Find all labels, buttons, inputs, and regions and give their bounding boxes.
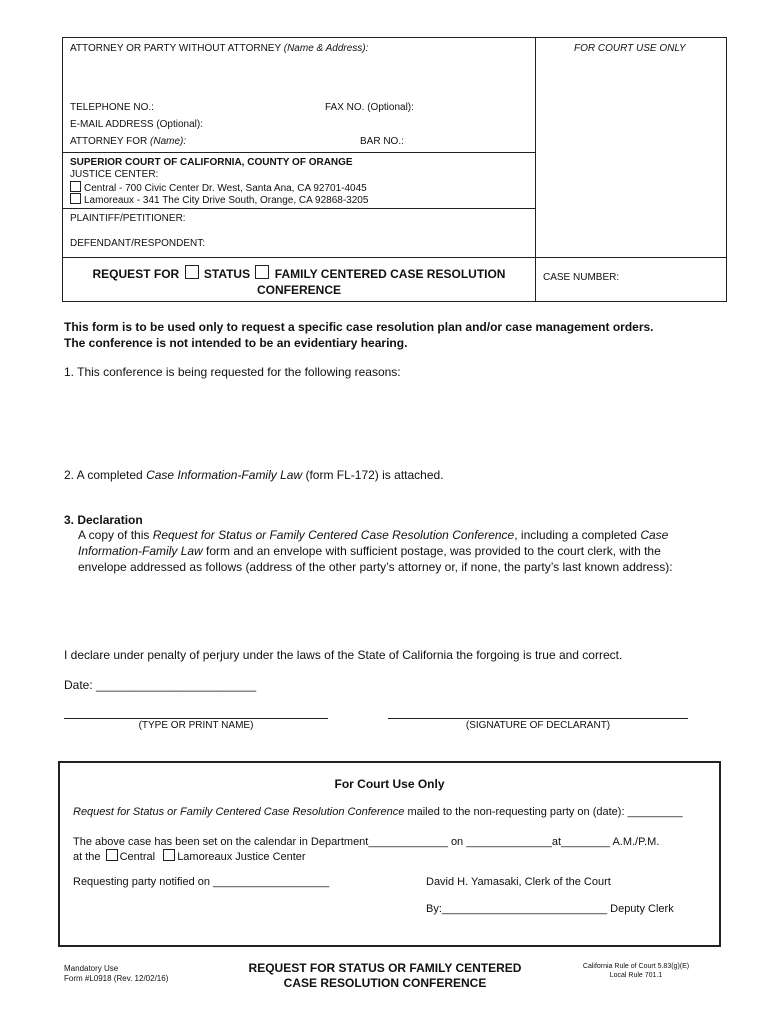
divider-before-title bbox=[62, 257, 726, 258]
rule-of-court: California Rule of Court 5.83(g)(E) bbox=[582, 963, 690, 970]
status-checkbox[interactable] bbox=[185, 265, 199, 279]
court-use-box-title: For Court Use Only bbox=[334, 777, 445, 791]
plaintiff-label: PLAINTIFF/PETITIONER: bbox=[70, 213, 186, 224]
footer-rules bbox=[566, 962, 706, 980]
caption-box bbox=[62, 37, 727, 302]
signature-line[interactable] bbox=[388, 718, 688, 719]
email-label: E-MAIL ADDRESS (Optional): bbox=[70, 119, 204, 130]
bar-number-label: BAR NO.: bbox=[360, 136, 404, 147]
footer-form-info bbox=[64, 964, 168, 984]
telephone-label: TELEPHONE NO.: bbox=[70, 102, 154, 113]
attorney-label: ATTORNEY OR PARTY WITHOUT ATTORNEY (Name & Address): bbox=[70, 43, 369, 54]
title-status: STATUS bbox=[203, 267, 251, 281]
name-caption: (TYPE OR PRINT NAME) bbox=[138, 720, 254, 731]
caption-divider-vertical bbox=[535, 37, 536, 301]
defendant-label: DEFENDANT/RESPONDENT: bbox=[70, 238, 206, 249]
justice-center-label: JUSTICE CENTER: bbox=[70, 169, 159, 180]
intro-line-2: The conference is not intended to be an evidentiary hearing. bbox=[64, 336, 408, 350]
notified-line[interactable]: Requesting party notified on ___________________ bbox=[73, 876, 330, 888]
title-request-for: REQUEST FOR bbox=[92, 267, 180, 281]
form-number: Form #L0918 (Rev. 12/02/16) bbox=[64, 974, 169, 983]
footer-title-line-2: CASE RESOLUTION CONFERENCE bbox=[283, 976, 487, 990]
family-centered-checkbox[interactable] bbox=[255, 265, 269, 279]
intro-notice bbox=[64, 319, 654, 351]
court-central-label: Central bbox=[119, 851, 156, 863]
court-lamoreaux-label: Lamoreaux Justice Center bbox=[177, 851, 306, 863]
signature-caption: (SIGNATURE OF DECLARANT) bbox=[465, 720, 611, 731]
central-option-label: Central - 700 Civic Center Dr. West, Santa Ana, CA 92701-4045 bbox=[84, 183, 367, 194]
court-use-label: FOR COURT USE ONLY bbox=[574, 43, 686, 54]
deputy-clerk-line[interactable]: By:___________________________ Deputy Clerk bbox=[426, 903, 674, 915]
calendar-line[interactable]: The above case has been set on the calendar in Department_____________ on ______________at________ A.M./P.M. bbox=[73, 836, 660, 848]
name-line[interactable] bbox=[64, 718, 328, 719]
footer-title-line-1: REQUEST FOR STATUS OR FAMILY CENTERED bbox=[248, 961, 522, 975]
date-field[interactable]: Date: ________________________ bbox=[64, 678, 257, 692]
court-name: SUPERIOR COURT OF CALIFORNIA, COUNTY OF ORANGE bbox=[70, 157, 353, 168]
divider-after-court bbox=[62, 208, 536, 209]
lamoreaux-option-label: Lamoreaux - 341 The City Drive South, Orange, CA 92868-3205 bbox=[84, 195, 369, 206]
central-checkbox[interactable] bbox=[70, 181, 81, 192]
court-central-checkbox[interactable] bbox=[106, 849, 118, 861]
title-family-centered: FAMILY CENTERED CASE RESOLUTION bbox=[274, 267, 506, 281]
location-line: at the Central Lamoreaux Justice Center bbox=[73, 851, 306, 863]
attorney-for-label: ATTORNEY FOR (Name): bbox=[70, 136, 187, 147]
clerk-name: David H. Yamasaki, Clerk of the Court bbox=[426, 876, 611, 888]
divider-after-attorney bbox=[62, 152, 536, 153]
perjury-statement: I declare under penalty of perjury under the laws of the State of California the forgoing is true and correct. bbox=[64, 648, 623, 662]
item-2: 2. A completed Case Information-Family Law (form FL-172) is attached. bbox=[64, 468, 444, 482]
item-3-heading: 3. Declaration bbox=[64, 513, 143, 527]
lamoreaux-checkbox[interactable] bbox=[70, 193, 81, 204]
item-3-text: A copy of this Request for Status or Family Centered Case Resolution Conference, including a completed Case Information-Family Law form and an envelope with sufficient postage, was provided to the court clerk, with the envelope addressed as follows (address of the other party’s attorney or, if none, the party’s last known address): bbox=[78, 528, 673, 574]
fax-label: FAX NO. (Optional): bbox=[325, 102, 414, 113]
title-conference: CONFERENCE bbox=[256, 283, 341, 297]
intro-line-1: This form is to be used only to request a specific case resolution plan and/or case management orders. bbox=[64, 320, 654, 334]
mailed-line[interactable]: Request for Status or Family Centered Case Resolution Conference mailed to the non-requesting party on (date): _________ bbox=[73, 806, 683, 818]
local-rule: Local Rule 701.1 bbox=[609, 972, 663, 979]
footer-title bbox=[230, 961, 540, 991]
court-lamoreaux-checkbox[interactable] bbox=[163, 849, 175, 861]
case-number-label: CASE NUMBER: bbox=[543, 272, 620, 283]
mandatory-use: Mandatory Use bbox=[64, 964, 119, 973]
lamoreaux-option[interactable] bbox=[70, 193, 368, 206]
form-title bbox=[64, 265, 534, 298]
item-1: 1. This conference is being requested for the following reasons: bbox=[64, 365, 401, 379]
